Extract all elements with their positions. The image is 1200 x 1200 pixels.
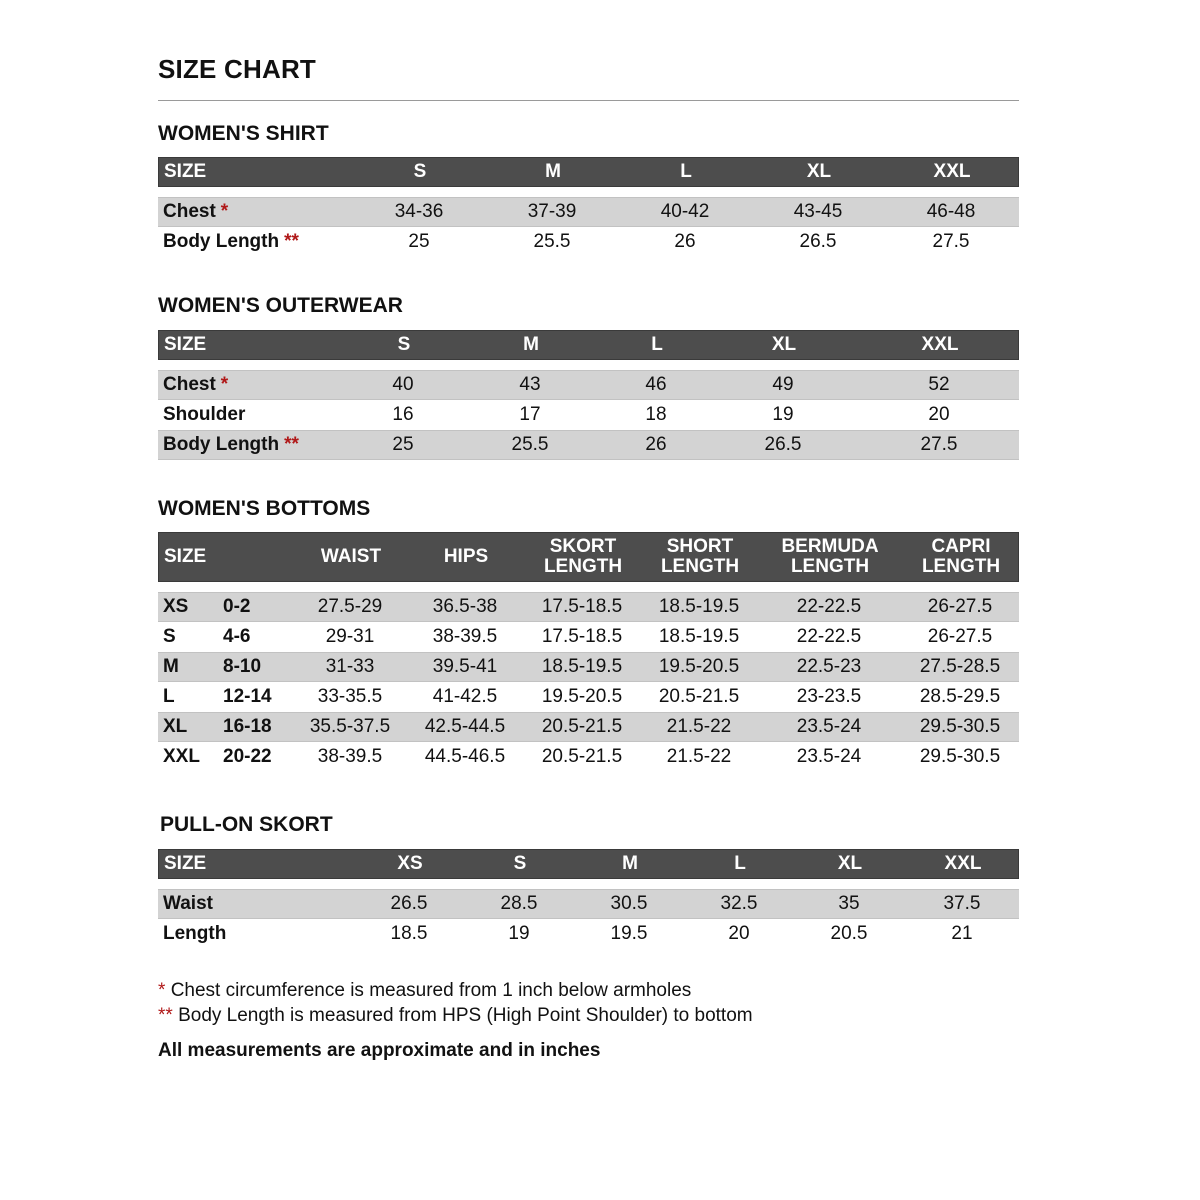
table-cell: 32.5: [720, 893, 758, 914]
table-cell: 37.5: [943, 893, 981, 914]
size-code: XL: [163, 716, 188, 737]
table-row: [158, 652, 1019, 682]
skort-size-xxl: XXL: [944, 853, 982, 874]
outerwear-heading: WOMEN'S OUTERWEAR: [158, 294, 403, 317]
table-cell: 20.5-21.5: [541, 716, 623, 737]
skort-header-row: [158, 849, 1019, 879]
table-cell: 25.5: [533, 231, 571, 252]
table-cell: 19: [508, 923, 530, 944]
table-cell: 39.5-41: [432, 656, 498, 677]
size-range: 20-22: [223, 746, 272, 767]
table-cell: 27.5: [932, 231, 970, 252]
table-row: [158, 682, 1019, 712]
skort-size-s: S: [513, 853, 527, 874]
outerwear-row-shoulder: [158, 400, 1019, 430]
table-cell: 33-35.5: [317, 686, 383, 707]
row-label: Length: [163, 923, 227, 944]
table-cell: 27.5-29: [317, 596, 383, 617]
table-cell: 21: [951, 923, 973, 944]
table-cell: 17.5-18.5: [541, 626, 623, 647]
bottoms-size-label: SIZE: [164, 546, 207, 567]
table-cell: 46-48: [926, 201, 976, 222]
table-cell: 18.5-19.5: [658, 626, 740, 647]
skort-table: [158, 849, 1019, 949]
table-cell: 26.5: [764, 434, 802, 455]
table-cell: 26: [645, 434, 667, 455]
shirt-size-m: M: [545, 161, 561, 182]
table-cell: 21.5-22: [666, 716, 732, 737]
col-hips: HIPS: [443, 546, 489, 567]
row-label: Chest *: [163, 201, 229, 222]
outerwear-size-s: S: [397, 334, 411, 355]
col-bermuda-length: BERMUDA LENGTH: [781, 536, 879, 577]
outerwear-row-body-length: [158, 430, 1019, 460]
table-cell: 29.5-30.5: [919, 716, 1001, 737]
table-cell: 27.5: [920, 434, 958, 455]
shirt-size-l: L: [680, 161, 692, 182]
table-cell: 43: [519, 374, 541, 395]
shirt-size-xxl: XXL: [933, 161, 971, 182]
table-row: [158, 592, 1019, 622]
row-label: Waist: [163, 893, 213, 914]
table-cell: 40: [392, 374, 414, 395]
col-skort-length: SKORT LENGTH: [543, 536, 623, 577]
skort-size-l: L: [734, 853, 746, 874]
shirt-size-xl: XL: [806, 161, 832, 182]
size-code: S: [163, 626, 176, 647]
table-cell: 23.5-24: [796, 746, 862, 767]
table-cell: 18.5-19.5: [658, 596, 740, 617]
table-cell: 17.5-18.5: [541, 596, 623, 617]
bottoms-heading: WOMEN'S BOTTOMS: [158, 497, 371, 520]
note-chest: * Chest circumference is measured from 1 inch below armholes: [158, 980, 692, 1001]
skort-heading: PULL-ON SKORT: [160, 813, 333, 836]
table-cell: 23-23.5: [796, 686, 862, 707]
table-cell: 34-36: [394, 201, 444, 222]
bottoms-header-row: [158, 532, 1019, 582]
table-cell: 20: [728, 923, 750, 944]
table-cell: 18.5: [390, 923, 428, 944]
skort-size-xs: XS: [397, 853, 423, 874]
table-cell: 20.5: [830, 923, 868, 944]
table-cell: 16: [392, 404, 414, 425]
row-label: Body Length **: [163, 434, 299, 455]
page-title: SIZE CHART: [158, 54, 316, 84]
size-code: M: [163, 656, 179, 677]
size-range: 8-10: [223, 656, 262, 677]
row-label: Shoulder: [163, 404, 246, 425]
outerwear-header-row: [158, 330, 1019, 360]
table-cell: 25: [392, 434, 414, 455]
table-cell: 40-42: [660, 201, 710, 222]
table-cell: 21.5-22: [666, 746, 732, 767]
shirt-size-s: S: [413, 161, 427, 182]
skort-size-label: SIZE: [164, 853, 207, 874]
table-cell: 27.5-28.5: [919, 656, 1001, 677]
shirt-header-row: [158, 157, 1019, 187]
table-cell: 19.5: [610, 923, 648, 944]
size-code: L: [163, 686, 175, 707]
outerwear-size-l: L: [651, 334, 663, 355]
bottoms-table: [158, 532, 1019, 772]
outerwear-size-xxl: XXL: [921, 334, 959, 355]
table-cell: 25.5: [511, 434, 549, 455]
size-range: 12-14: [223, 686, 272, 707]
table-row: [158, 742, 1019, 772]
note-body-length: ** Body Length is measured from HPS (High Point Shoulder) to bottom: [158, 1005, 753, 1026]
table-cell: 25: [408, 231, 430, 252]
table-cell: 28.5-29.5: [919, 686, 1001, 707]
table-cell: 35: [838, 893, 860, 914]
table-cell: 52: [928, 374, 950, 395]
table-cell: 18: [645, 404, 667, 425]
col-short-length: SHORT LENGTH: [660, 536, 740, 577]
table-cell: 28.5: [500, 893, 538, 914]
table-cell: 30.5: [610, 893, 648, 914]
shirt-heading: WOMEN'S SHIRT: [158, 122, 329, 145]
table-cell: 26.5: [390, 893, 428, 914]
shirt-row-body-length: [158, 227, 1019, 257]
table-cell: 49: [772, 374, 794, 395]
col-waist: WAIST: [320, 546, 382, 567]
table-cell: 23.5-24: [796, 716, 862, 737]
table-cell: 20: [928, 404, 950, 425]
skort-row-waist: [158, 889, 1019, 919]
outerwear-row-chest: [158, 370, 1019, 400]
table-cell: 17: [519, 404, 541, 425]
outerwear-size-m: M: [523, 334, 539, 355]
table-cell: 20.5-21.5: [541, 746, 623, 767]
table-cell: 22.5-23: [796, 656, 862, 677]
table-cell: 26-27.5: [927, 626, 993, 647]
table-cell: 19.5-20.5: [658, 656, 740, 677]
size-code: XS: [163, 596, 189, 617]
table-cell: 18.5-19.5: [541, 656, 623, 677]
skort-row-length: [158, 919, 1019, 949]
table-cell: 44.5-46.5: [424, 746, 506, 767]
table-cell: 41-42.5: [432, 686, 498, 707]
title-divider: [158, 100, 1019, 101]
table-row: [158, 622, 1019, 652]
table-cell: 46: [645, 374, 667, 395]
table-cell: 19: [772, 404, 794, 425]
table-cell: 31-33: [325, 656, 375, 677]
table-cell: 26.5: [799, 231, 837, 252]
skort-size-xl: XL: [837, 853, 863, 874]
table-cell: 26: [674, 231, 696, 252]
table-cell: 29.5-30.5: [919, 746, 1001, 767]
note-approximate: All measurements are approximate and in inches: [158, 1040, 601, 1061]
outerwear-size-label: SIZE: [164, 334, 207, 355]
table-cell: 22-22.5: [796, 626, 862, 647]
shirt-size-label: SIZE: [164, 161, 207, 182]
table-cell: 26-27.5: [927, 596, 993, 617]
table-cell: 19.5-20.5: [541, 686, 623, 707]
row-label: Body Length **: [163, 231, 299, 252]
outerwear-table: [158, 330, 1019, 460]
table-cell: 38-39.5: [317, 746, 383, 767]
size-range: 4-6: [223, 626, 251, 647]
table-row: [158, 712, 1019, 742]
table-cell: 36.5-38: [432, 596, 498, 617]
table-cell: 43-45: [793, 201, 843, 222]
shirt-table: [158, 157, 1019, 257]
outerwear-size-xl: XL: [771, 334, 797, 355]
shirt-row-chest: [158, 197, 1019, 227]
skort-size-m: M: [622, 853, 638, 874]
table-cell: 20.5-21.5: [658, 686, 740, 707]
table-cell: 35.5-37.5: [309, 716, 391, 737]
size-code: XXL: [163, 746, 200, 767]
table-cell: 38-39.5: [432, 626, 498, 647]
size-range: 16-18: [223, 716, 272, 737]
table-cell: 22-22.5: [796, 596, 862, 617]
row-label: Chest *: [163, 374, 229, 395]
col-capri-length: CAPRI LENGTH: [921, 536, 1001, 577]
table-cell: 42.5-44.5: [424, 716, 506, 737]
table-cell: 37-39: [527, 201, 577, 222]
table-cell: 29-31: [325, 626, 375, 647]
size-range: 0-2: [223, 596, 251, 617]
